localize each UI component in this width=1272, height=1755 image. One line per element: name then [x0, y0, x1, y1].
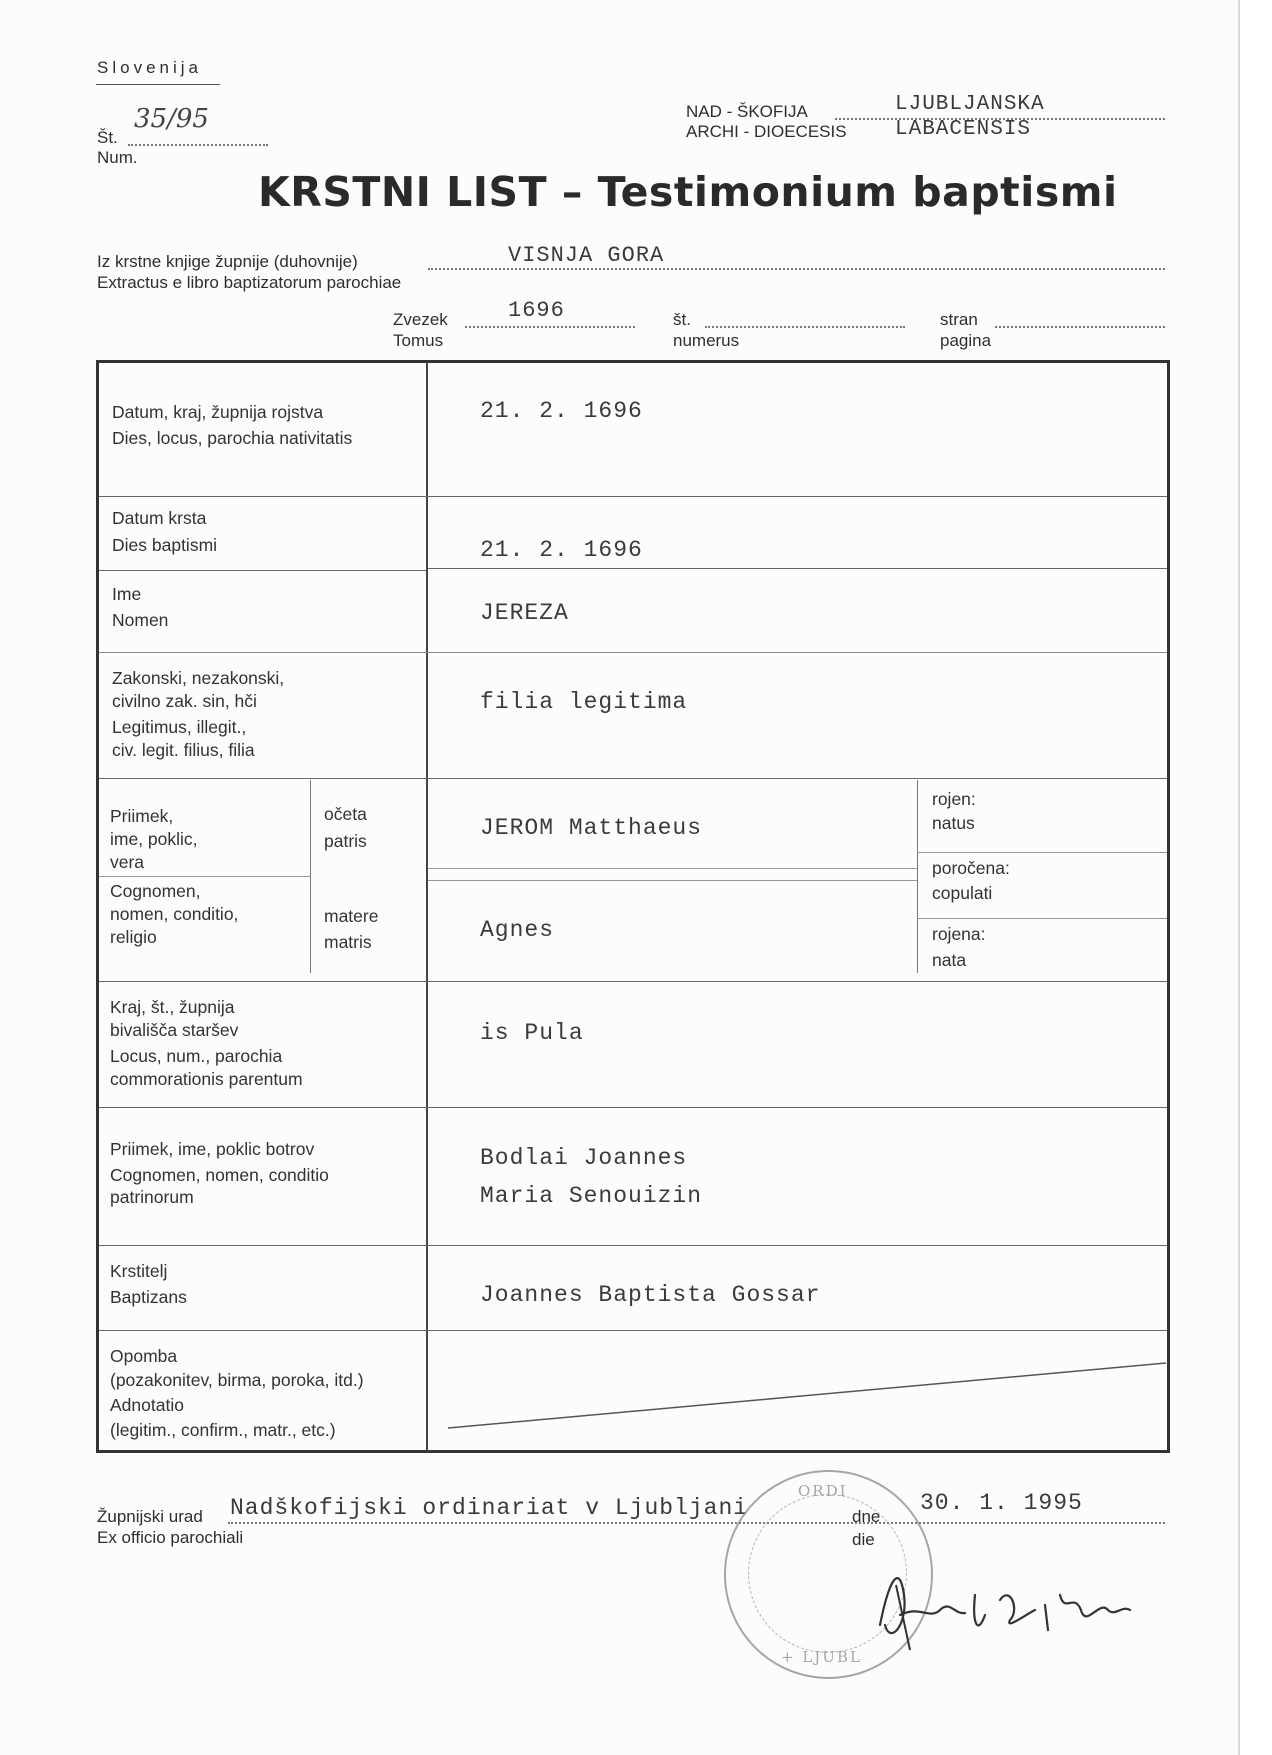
residence-label-4: commorationis parentum	[110, 1069, 303, 1089]
volume-label-si: Zvezek	[393, 310, 448, 329]
parents-label-5: nomen, conditio,	[110, 904, 239, 924]
parents-label-4: Cognomen,	[110, 881, 201, 901]
date-value: 30. 1. 1995	[920, 1490, 1083, 1516]
number-dotted-line	[705, 326, 905, 328]
row-separator	[428, 568, 1167, 569]
residence-label-1: Kraj, št., župnija	[110, 997, 235, 1017]
page-dotted-line	[995, 326, 1165, 328]
country-label: Slovenija	[97, 58, 202, 77]
office-label-la: Ex officio parochiali	[97, 1528, 244, 1547]
parents-label-6: religio	[110, 927, 157, 947]
baptizer-label-la: Baptizans	[110, 1287, 187, 1307]
mother-label-la: matris	[324, 932, 372, 952]
baptism-label-si: Datum krsta	[112, 508, 207, 528]
diocese-label-la: ARCHI - DIOECESIS	[686, 122, 847, 141]
legitimacy-label-4: civ. legit. filius, filia	[112, 740, 255, 760]
document-title: KRSTNI LIST – Testimonium baptismi	[258, 168, 1118, 216]
side-born-si: rojen:	[932, 789, 976, 809]
number-label-la: numerus	[673, 331, 740, 350]
row-separator	[99, 981, 1167, 982]
side-born-f-la: nata	[932, 950, 967, 970]
table-column-divider	[426, 362, 428, 1451]
volume-value: 1696	[508, 298, 565, 323]
row-separator	[99, 652, 1167, 653]
mother-value: Agnes	[480, 917, 555, 943]
birth-label-la: Dies, locus, parochia nativitatis	[112, 428, 353, 448]
number-label-si: št.	[673, 310, 691, 329]
book-dotted-line	[428, 268, 1165, 270]
parish-value: VISNJA GORA	[508, 243, 665, 268]
book-label-la: Extractus e libro baptizatorum parochiae	[97, 273, 402, 292]
baptism-label-la: Dies baptismi	[112, 535, 218, 555]
row-separator	[918, 852, 1167, 853]
father-value: JEROM Matthaeus	[480, 815, 703, 841]
signature	[860, 1555, 1170, 1665]
father-label-si: očeta	[324, 804, 367, 824]
num-value: 35/95	[134, 104, 209, 134]
diocese-value-la: LABACENSIS	[895, 118, 1032, 141]
row-separator	[428, 880, 917, 881]
office-value: Nadškofijski ordinariat v Ljubljani	[230, 1495, 749, 1521]
num-dotted-line	[128, 144, 268, 146]
row-separator	[99, 778, 1167, 779]
row-separator	[99, 1245, 1167, 1246]
date-label-si: dne	[852, 1507, 881, 1526]
page-edge	[1238, 0, 1240, 1755]
legitimacy-value: filia legitima	[480, 689, 688, 715]
num-label-la: Num.	[97, 148, 138, 167]
baptism-value: 21. 2. 1696	[480, 537, 643, 563]
legitimacy-label-2: civilno zak. sin, hči	[112, 691, 257, 711]
godparents-label-3: patrinorum	[110, 1187, 194, 1207]
side-born-f-si: rojena:	[932, 924, 986, 944]
residence-value: is Pula	[480, 1020, 584, 1046]
seal-text-top: ORDI	[798, 1482, 848, 1500]
row-separator	[99, 1330, 1167, 1331]
legitimacy-label-3: Legitimus, illegit.,	[112, 717, 247, 737]
baptizer-label-si: Krstitelj	[110, 1261, 168, 1281]
note-label-3: Adnotatio	[110, 1395, 184, 1415]
row-separator	[99, 876, 311, 877]
country-underline	[96, 84, 220, 85]
godparents-label-2: Cognomen, nomen, conditio	[110, 1165, 329, 1185]
godparent-1-value: Bodlai Joannes	[480, 1145, 688, 1171]
side-married-si: poročena:	[932, 858, 1010, 878]
diocese-label-si: NAD - ŠKOFIJA	[686, 102, 808, 121]
parents-side-divider	[917, 780, 918, 973]
note-strike-line	[428, 1355, 1168, 1435]
note-label-1: Opomba	[110, 1346, 178, 1366]
note-label-4: (legitim., confirm., matr., etc.)	[110, 1420, 336, 1440]
page-label-si: stran	[940, 310, 978, 329]
num-label-si: Št.	[97, 128, 118, 147]
legitimacy-label-1: Zakonski, nezakonski,	[112, 668, 285, 688]
office-dotted-line	[228, 1522, 1165, 1524]
godparent-2-value: Maria Senouizin	[480, 1183, 703, 1209]
baptizer-value: Joannes Baptista Gossar	[480, 1282, 821, 1308]
row-separator	[918, 918, 1167, 919]
birth-label-si: Datum, kraj, župnija rojstva	[112, 402, 324, 422]
row-separator	[99, 496, 1167, 497]
note-label-2: (pozakonitev, birma, poroka, itd.)	[110, 1370, 364, 1390]
row-separator	[428, 868, 917, 869]
row-separator	[99, 570, 426, 571]
date-label-la: die	[852, 1530, 875, 1549]
seal-text-bottom: + LJUBL	[781, 1648, 862, 1666]
parents-label-1: Priimek,	[110, 806, 174, 826]
side-born-la: natus	[932, 813, 975, 833]
residence-label-2: bivališča staršev	[110, 1020, 239, 1040]
book-label-si: Iz krstne knjige župnije (duhovnije)	[97, 252, 358, 271]
side-married-la: copulati	[932, 883, 993, 903]
parents-label-2: ime, poklic,	[110, 829, 198, 849]
mother-label-si: matere	[324, 906, 379, 926]
volume-dotted-line	[465, 326, 635, 328]
birth-value: 21. 2. 1696	[480, 398, 643, 424]
office-label-si: Župnijski urad	[97, 1507, 203, 1526]
parents-label-3: vera	[110, 852, 145, 872]
name-label-si: Ime	[112, 584, 142, 604]
residence-label-3: Locus, num., parochia	[110, 1046, 283, 1066]
diocese-value-si: LJUBLJANSKA	[895, 93, 1045, 116]
row-separator	[99, 1107, 1167, 1108]
page-label-la: pagina	[940, 331, 992, 350]
father-label-la: patris	[324, 831, 367, 851]
godparents-label-1: Priimek, ime, poklic botrov	[110, 1139, 315, 1159]
name-label-la: Nomen	[112, 610, 169, 630]
name-value: JEREZA	[480, 600, 569, 626]
volume-label-la: Tomus	[393, 331, 444, 350]
